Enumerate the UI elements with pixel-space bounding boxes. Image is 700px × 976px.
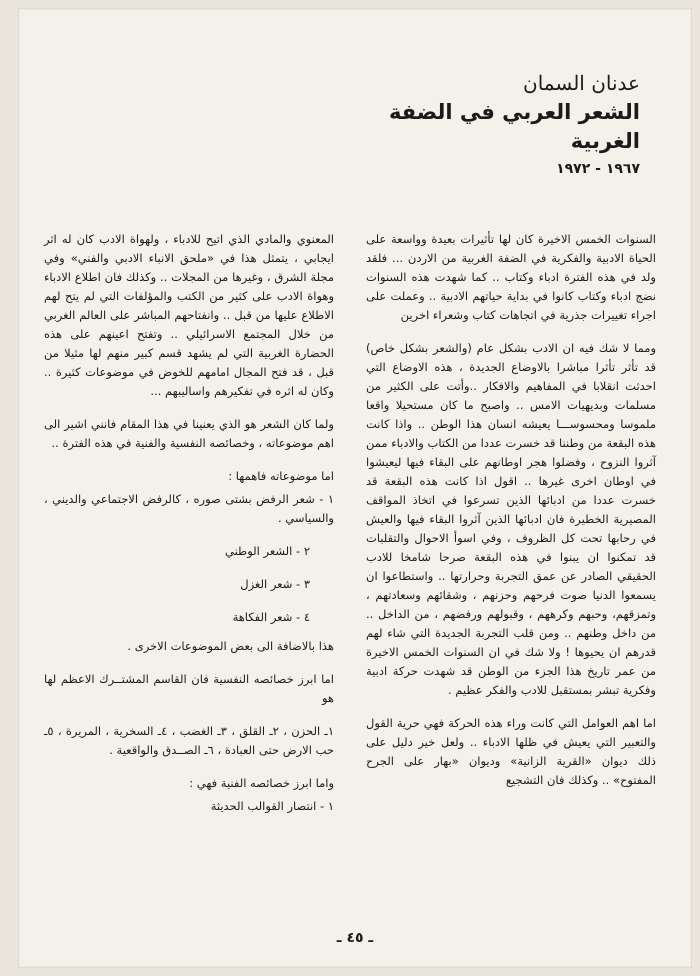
topic-item: ٣ - شعر الغزل bbox=[240, 577, 310, 591]
article-title: الشعر العربي في الضفة الغربية bbox=[388, 100, 640, 154]
author-name: عدنان السمان bbox=[523, 71, 640, 95]
topic-item: ١ - شعر الرفض بشتى صوره ، كالرفض الاجتماعي والديني ، والسياسي . bbox=[44, 492, 334, 525]
paragraph: المعنوي والمادي الذي اتيح للادباء ، ولهواة الادب كان له اثر ايجابي ، يتمثل هذا في «ملحق الانباء الادبي والفني» وفي مجلة الشرق ، وغيرها من المجلات .. وكذلك فان اطلاع الادباء وهواة الادب على كثير من الكتب والمؤلفات التي لم يتح لهم الاطلاع عليها من قبل .. وانفتاحهم المباشر على العالم الغربي من خلال المجتمع الاسرائيلي .. وتفتح اعينهم على هذه الحضارة الغربية التي لم يشهد قسم كبير منهم لها مثيلا من قبل ، قد فتح المجال امامهم للخوض في موضوعات كثيرة .. وكان له اثره في تفكيرهم واساليبهم ... bbox=[44, 232, 334, 398]
paragraph: ولما كان الشعر هو الذي يعنينا في هذا المقام فانني اشير الى اهم موضوعاته ، وخصائصه النفسية والفنية في هذه الفترة .. bbox=[44, 417, 334, 450]
right-column bbox=[366, 230, 656, 804]
left-column bbox=[44, 230, 334, 830]
page-number: ـ ٤٥ ـ bbox=[336, 930, 374, 946]
paragraph: السنوات الخمس الاخيرة كان لها تأثيرات بعيدة وواسعة على الحياة الادبية والفكرية في الضفة الغربية من الاردن ... فلقد ولد في هذه الفترة ادباء وكتاب .. كما شهدت هذه السنوات نضج ادباء وكتاب كانوا في بداية حياتهم الادبية .. وعملت على اجراء تغييرات جذرية في اتجاهات كتاب وشعراء اخرين bbox=[366, 232, 656, 322]
article-years: ١٩٦٧ - ١٩٧٢ bbox=[556, 160, 640, 177]
paragraph: ١ـ الحزن ، ٢ـ القلق ، ٣ـ الغضب ، ٤ـ السخرية ، المريرة ، ٥ـ حب الارض حتى العبادة ، ٦ـ الصــدق والواقعية . bbox=[44, 724, 334, 757]
topic-item: ٢ - الشعر الوطني bbox=[224, 544, 310, 558]
article-header bbox=[340, 70, 640, 177]
topics-intro: اما موضوعاته فاهمها : bbox=[228, 469, 334, 483]
paragraph: اما اهم العوامل التي كانت وراء هذه الحركة فهي حرية القول والتعبير التي يعيش في ظلها الادباء .. ولعل خير دليل على ذلك ديوان «القرية الزانية» وديوان «بهار على الجرح المفتوح» .. وكذلك فان التشجيع bbox=[366, 716, 656, 787]
topic-item: ٤ - شعر الفكاهة bbox=[232, 610, 310, 624]
paragraph: اما ابرز خصائصه النفسية فان القاسم المشتــرك الاعظم لها هو bbox=[44, 672, 334, 705]
art-item: ١ - انتصار القوالب الحديثة bbox=[210, 799, 334, 813]
document-page bbox=[18, 8, 692, 968]
paragraph: هذا بالاضافة الى بعض الموضوعات الاخرى . bbox=[127, 639, 334, 653]
art-intro: واما ابرز خصائصه الفنية فهي : bbox=[189, 776, 334, 790]
paragraph: ومما لا شك فيه ان الادب بشكل عام (والشعر بشكل خاص) قد تأثر تأثرا مباشرا بالاوضاع الجديدة ، هذه الاوضاع التي احدثت انقلابا في المفاهيم والافكار ..وأتت على الكثير من مسلمات وبديهيات الامس .. واصبح ما كان مستحيلا واقعا ملموسا ومحسوســـا يعيشه انسان هذا الوطن .. واذا كانت هذه البقعة من وطننا قد خسرت عددا من الكتاب والادباء ممن آثروا النزوح ، وفضلوا هجر اوطانهم على البقاء فيها ليعيشوا في اوطان اخرى غيرها .. اقول اذا كانت هذه البقعة قد خسرت عددا من ادبائها الذين تسرعوا في اتخاذ المواقف المصيرية الخطيرة فان ادبائها الذين آثروا البقاء فيها والعيش في رحابها تحت كل الظروف ، وفي اسوأ الاحوال والتقلبات قد تمكنوا ان يبنوا في هذه البقعة صرحا شامخا للادب الحقيقي الصادر عن عمق التجربة وحرارتها .. واستطاعوا ان يسمعوا الدنيا صوت فرحهم وحزنهم ، وشقائهم وسعادتهم ، وتمزقهم، وحبهم وكرههم ، وقبولهم ورفضهم ، من الداخل .. من داخل وطنهم .. ومن قلب التجربة الجديدة التي شاء لهم قدرهم ان يحيوها ! ولا شك في ان السنوات الخمس الاخيرة من عمر تاريخ هذا الجزء من الوطن قد شهدت حركة ادبية وفكرية تبشر بمستقبل للادب والفكر عظيم . bbox=[366, 341, 656, 697]
